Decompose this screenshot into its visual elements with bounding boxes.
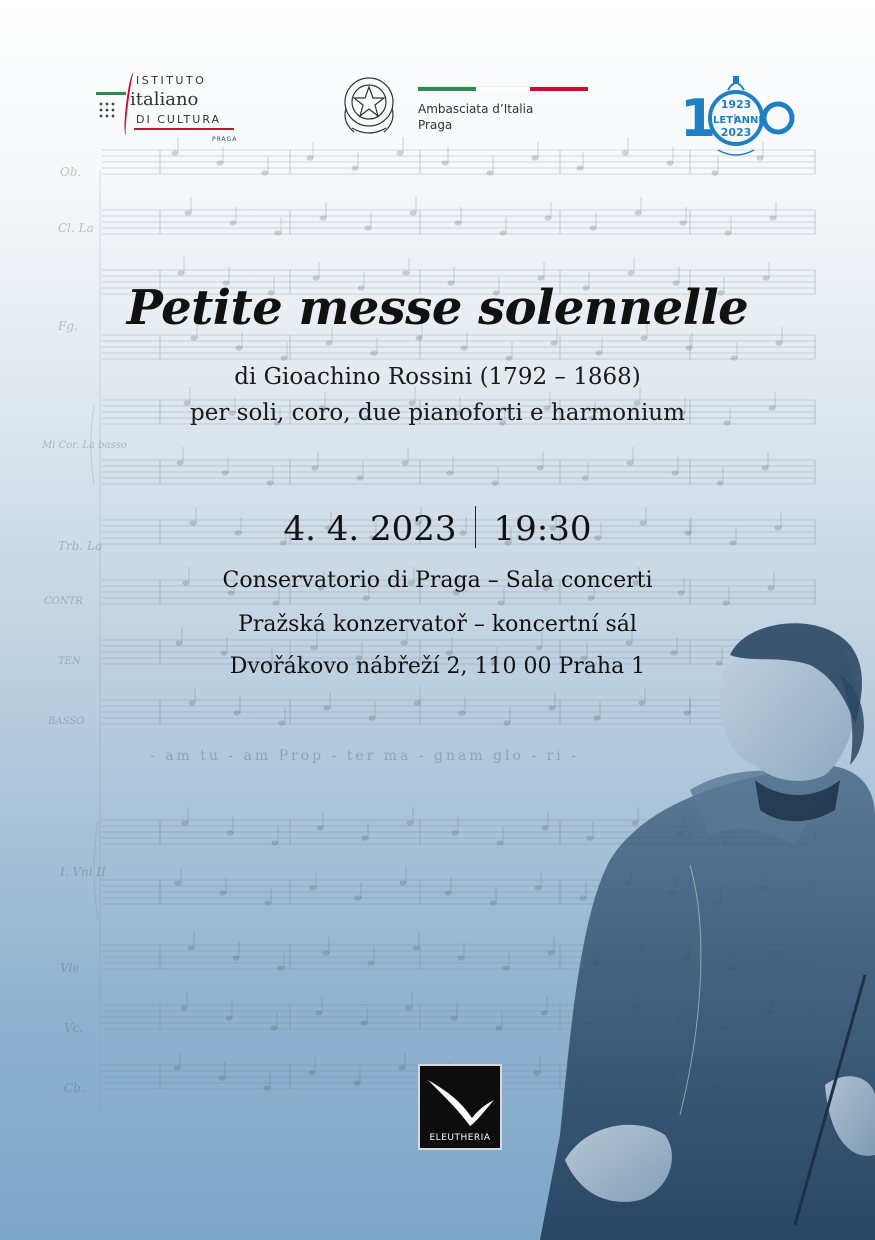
score-label-cor: Mi Cor. La basso: [42, 440, 127, 451]
centenary-let: LET: [712, 115, 734, 126]
bird-icon: [420, 1070, 500, 1130]
centenary-anni: ANNI: [733, 115, 763, 126]
eleutheria-logo: [418, 1064, 502, 1150]
score-label-ob: Ob.: [60, 165, 82, 179]
centenary-year-end: 2023: [720, 126, 752, 139]
rossini-portrait-image: [540, 615, 875, 1240]
score-label-contr: CONTR: [44, 596, 83, 607]
score-label-trb: Trb. La: [58, 539, 103, 553]
logo-text-italiano: italiano: [130, 89, 199, 110]
embassy-name: Ambasciata d’Italia: [418, 102, 534, 116]
logo-text-di-cultura: DI CULTURA: [136, 113, 222, 126]
score-label-ten: TEN: [58, 656, 81, 667]
score-lyrics: - am tu - am Prop - ter ma - gnam glo - ri -: [150, 748, 579, 764]
tricolor-bar: [418, 86, 588, 91]
embassy-logo: [334, 68, 594, 144]
score-label-vle: Vle: [60, 961, 80, 975]
logo-text-istituto: ISTITUTO: [136, 74, 207, 87]
istituto-italiano-logo: [94, 70, 244, 150]
venue-address: Dvořákovo nábřeží 2, 110 00 Praha 1: [229, 654, 646, 679]
concert-date: 4. 4. 2023: [283, 509, 457, 549]
concert-time: 19:30: [493, 509, 592, 549]
eleutheria-text: ELEUTHERIA: [429, 1133, 491, 1143]
centenary-digit-one: 1: [680, 89, 717, 149]
concert-title: Petite messe solennelle: [126, 280, 749, 336]
score-label-fg: Fg.: [58, 319, 78, 333]
score-label-vni: I. Vni II: [60, 865, 106, 879]
date-time: [0, 506, 875, 549]
centenary-year-start: 1923: [720, 98, 752, 111]
logo-dots-icon: [98, 101, 116, 119]
italian-emblem-icon: [334, 68, 404, 140]
instrumentation-line: per soli, coro, due pianoforti e harmonium: [190, 400, 685, 426]
embassy-city: Praga: [418, 118, 453, 132]
logo-green-bar: [96, 92, 126, 95]
centenary-logo: [678, 70, 796, 164]
score-label-basso: BASSO: [48, 716, 85, 727]
logo-red-bar: [134, 128, 234, 130]
score-label-cb: Cb.: [64, 1081, 85, 1095]
score-label-vc: Vc.: [64, 1021, 84, 1035]
venue-italian: Conservatorio di Praga – Sala concerti: [222, 568, 653, 593]
date-time-separator: [475, 506, 476, 548]
logo-text-praga: PRAGA: [212, 136, 238, 143]
venue-czech: Pražská konzervatoř – koncertní sál: [238, 612, 637, 637]
composer-line: di Gioachino Rossini (1792 – 1868): [234, 364, 641, 390]
score-label-cl: Cl. La: [58, 221, 94, 235]
